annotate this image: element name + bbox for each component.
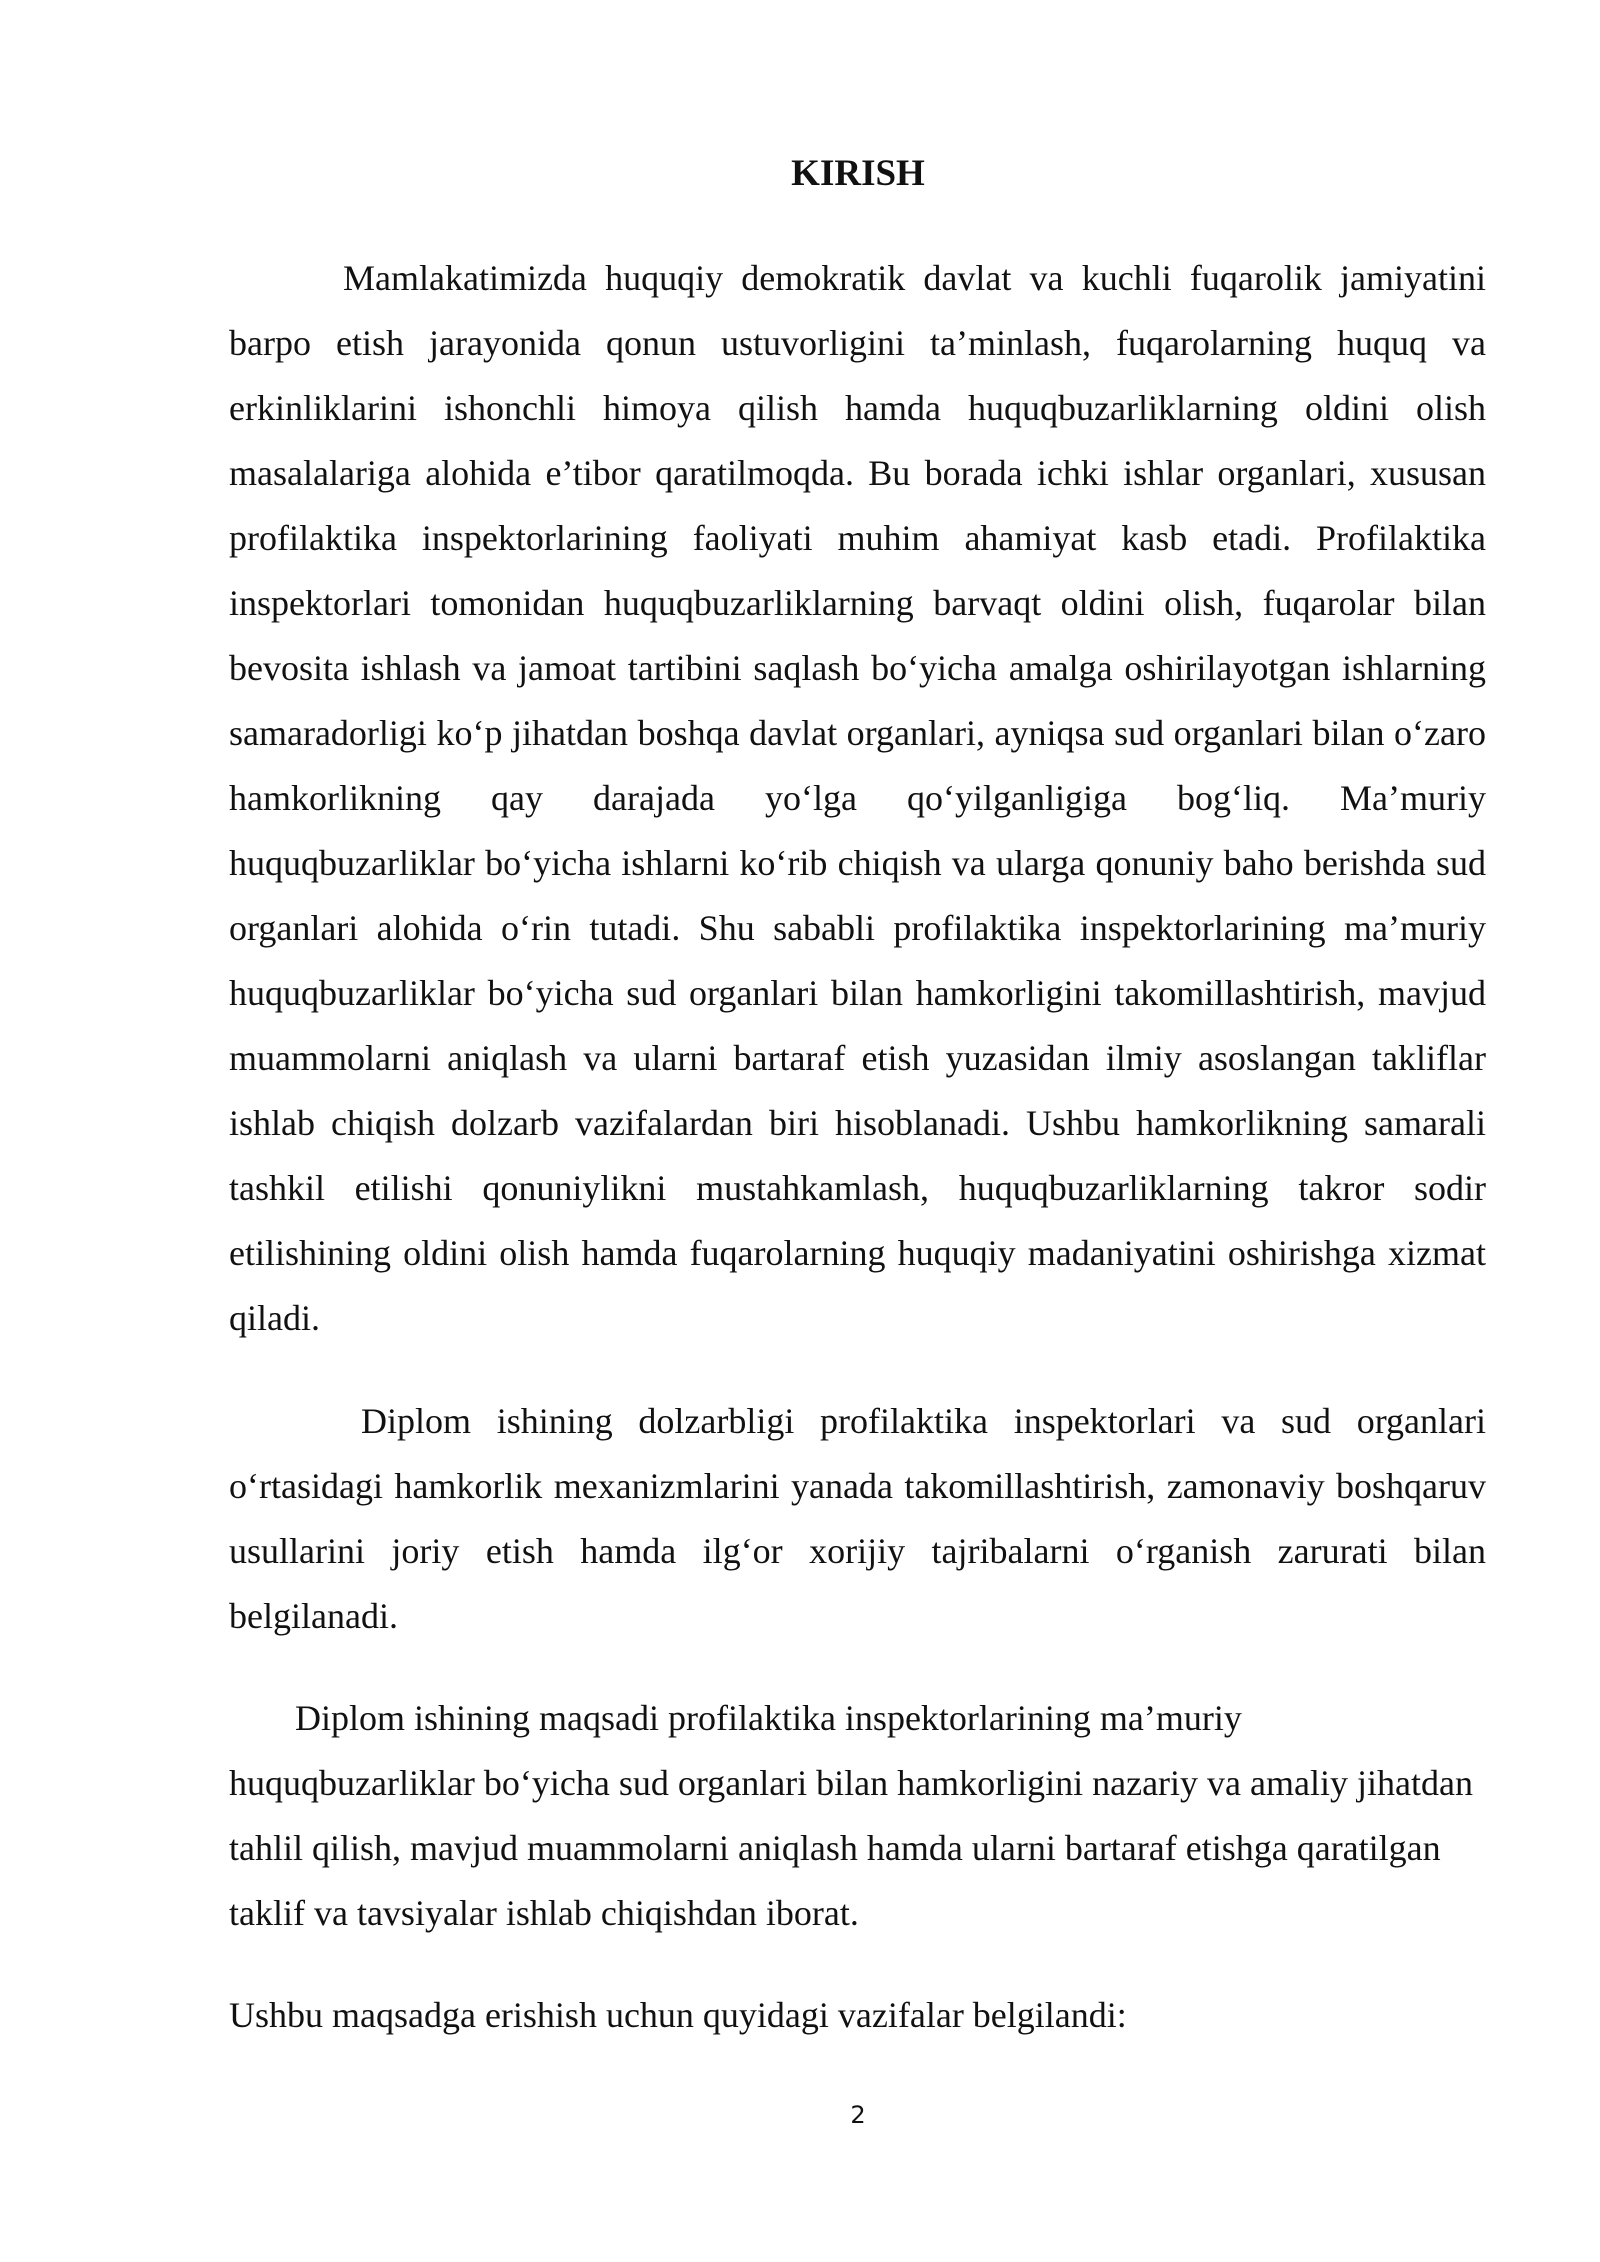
- page-number: 2: [850, 2101, 866, 2129]
- paragraph-introduction: Mamlakatimizda huquqiy demokratik davlat va kuchli fuqarolik jamiyatini barpo etish jarayonida qonun ustuvorligini ta’minlash, fuqarolarning huquq va erkinliklarini ishonchli himoya qilish hamda huquqbuzarliklarning oldini olish masalalariga alohida e’tibor qaratilmoqda. Bu borada ichki ishlar organlari, xususan profilaktika inspektorlarining faoliyati muhim ahamiyat kasb etadi. Profilaktika inspektorlari tomonidan huquqbuzarliklarning barvaqt oldini olish, fuqarolar bilan bevosita ishlash va jamoat tartibini saqlash bo‘yicha amalga oshirilayotgan ishlarning samaradorligi ko‘p jihatdan boshqa davlat organlari, ayniqsa sud organlari bilan o‘zaro hamkorlikning qay darajada yo‘lga qo‘yilganligiga bog‘liq. Ma’muriy huquqbuzarliklar bo‘yicha ishlarni ko‘rib chiqish va ularga qonuniy baho berishda sud organlari alohida o‘rin tutadi. Shu sababli profilaktika inspektorlarining ma’muriy huquqbuzarliklar bo‘yicha sud organlari bilan hamkorligini takomillashtirish, mavjud muammolarni aniqlash va ularni bartaraf etish yuzasidan ilmiy asoslangan takliflar ishlab chiqish dolzarb vazifalardan biri hisoblanadi. Ushbu hamkorlikning samarali tashkil etilishi qonuniylikni mustahkamlash, huquqbuzarliklarning takror sodir etilishining oldini olish hamda fuqarolarning huquqiy madaniyatini oshirishga xizmat qiladi.: [229, 258, 1486, 1338]
- paragraph-relevance: Diplom ishining dolzarbligi profilaktika inspektorlari va sud organlari o‘rtasidagi hamkorlik mexanizmlarini yanada takomillashtirish, zamonaviy boshqaruv usullarini joriy etish hamda ilg‘or xorijiy tajribalarni o‘rganish zarurati bilan belgilanadi.: [229, 1401, 1486, 1636]
- paragraph-goal: Diplom ishining maqsadi profilaktika inspektorlarining ma’muriy huquqbuzarliklar bo‘yicha sud organlari bilan hamkorligini nazariy va amaliy jihatdan tahlil qilish, mavjud muammolarni aniqlash hamda ularni bartaraf etishga qaratilgan taklif va tavsiyalar ishlab chiqishdan iborat.: [229, 1698, 1473, 1933]
- paragraph-tasks-intro: Ushbu maqsadga erishish uchun quyidagi vazifalar belgilandi:: [229, 1995, 1127, 2035]
- page-title: KIRISH: [791, 153, 925, 194]
